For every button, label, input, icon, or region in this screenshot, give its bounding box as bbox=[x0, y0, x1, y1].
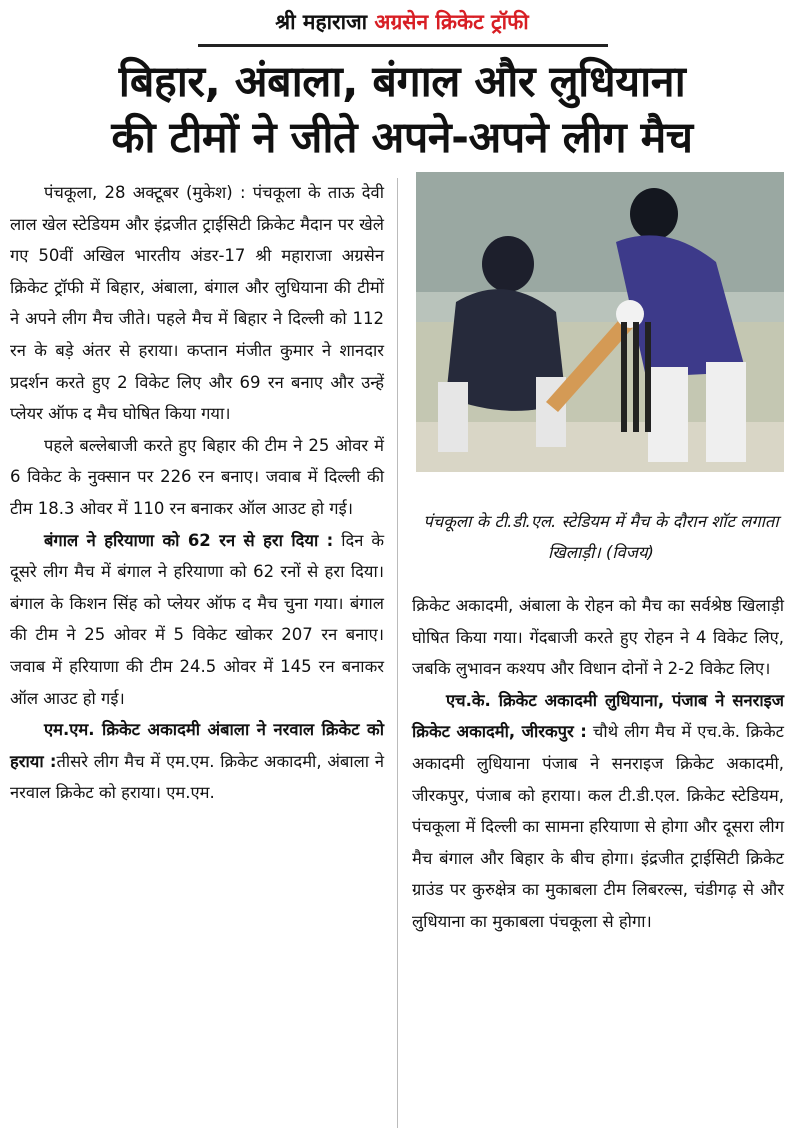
article-paragraph-1: पंचकूला, 28 अक्टूबर (मुकेश) : पंचकूला के ताऊ देवी लाल खेल स्टेडियम और इंद्रजीत ट्राईसिटी क्रिकेट मैदान पर खेले गए 50वीं अखिल भारतीय अंडर-17 श्री महाराजा अग्रसेन क्रिकेट ट्रॉफी में बिहार, अंबाला, बंगाल और लुधियाना की टीमों ने अपने लीग मैच जीते। पहले मैच में बिहार ने दिल्ली को 112 रन के बड़े अंतर से हराया। कप्तान मंजीत कुमार ने शानदार प्रदर्शन करते हुए 2 विकेट लिए और 69 रन बनाए और उन्हें प्लेयर ऑफ द मैच घोषित किया गया। bbox=[10, 183, 384, 424]
paragraph-4-body: तीसरे लीग मैच में एम.एम. क्रिकेट अकादमी, अंबाला ने नरवाल क्रिकेट को हराया। एम.एम. bbox=[10, 751, 384, 803]
subhead-bengal: बंगाल ने हरियाणा को 62 रन से हरा दिया : bbox=[44, 530, 334, 550]
article-paragraph-6 bbox=[412, 685, 784, 938]
cricket-photo-illustration bbox=[416, 172, 784, 472]
article-paragraph-5: क्रिकेट अकादमी, अंबाला के रोहन को मैच का सर्वश्रेष्ठ खिलाड़ी घोषित किया गया। गेंदबाजी करते हुए रोहन ने 4 विकेट लिए, जबकि लुभावन कश्यप और विधान दोनों ने 2-2 विकेट लिए। bbox=[412, 596, 784, 679]
subhead-mm-academy: एम.एम. क्रिकेट अकादमी अंबाला ने नरवाल क्रिकेट को हराया : bbox=[10, 720, 384, 771]
kicker-part-1: श्री महाराजा bbox=[275, 10, 368, 34]
kicker-underline bbox=[198, 44, 608, 47]
article-paragraph-4 bbox=[10, 714, 384, 809]
article-paragraph-3 bbox=[10, 525, 384, 715]
headline-line-1: बिहार, अंबाला, बंगाल और लुधियाना bbox=[118, 57, 686, 107]
headline bbox=[0, 54, 804, 166]
paragraph-3-body: दिन के दूसरे लीग मैच में बंगाल ने हरियाणा को 62 रनों से हरा दिया। बंगाल के किशन सिंह को प्लेयर ऑफ द मैच चुना गया। बंगाल की टीम ने 25 ओवर में 5 विकेट खोकर 207 रन बनाए। जवाब में हरियाणा की टीम 24.5 ओवर में 145 रन बनाकर ऑल आउट हो गई। bbox=[10, 530, 384, 708]
kicker-part-2: अग्रसेन क्रिकेट ट्रॉफी bbox=[374, 10, 529, 34]
subhead-hk-academy: एच.के. क्रिकेट अकादमी लुधियाना, पंजाब ने सनराइज क्रिकेट अकादमी, जीरकपुर : bbox=[412, 690, 784, 742]
match-photo bbox=[416, 172, 784, 472]
paragraph-6-body: चौथे लीग मैच में एच.के. क्रिकेट अकादमी लुधियाना पंजाब ने सनराइज क्रिकेट अकादमी, जीरकपुर, पंजाब को हराया। कल टी.डी.एल. क्रिकेट स्टेडियम, पंचकूला में दिल्ली का सामना हरियाणा से होगा और दूसरा लीग मैच बंगाल और बिहार के बीच होगा। इंद्रजीत ट्राईसिटी क्रिकेट ग्राउंड पर कुरुक्षेत्र का मुकाबला टीम लिबरल्स, चंडीगढ़ से और लुधियाना का मुकाबला पंचकूला से होगा। bbox=[412, 722, 784, 931]
photo-caption: पंचकूला के टी.डी.एल. स्टेडियम में मैच के दौरान शॉट लगाता खिलाड़ी। (विजय) bbox=[423, 512, 779, 562]
article-column-right bbox=[412, 590, 784, 938]
kicker-title bbox=[0, 8, 804, 36]
article-paragraph-2: पहले बल्लेबाजी करते हुए बिहार की टीम ने 25 ओवर में 6 विकेट के नुक्सान पर 226 रन बनाए। जवाब में दिल्ली की टीम 18.3 ओवर में 110 रन बनाकर ऑल आउट हो गई। bbox=[10, 435, 384, 518]
headline-line-2: की टीमों ने जीते अपने-अपने लीग मैच bbox=[111, 113, 693, 163]
column-divider bbox=[397, 178, 398, 1128]
article-column-left bbox=[10, 177, 384, 809]
